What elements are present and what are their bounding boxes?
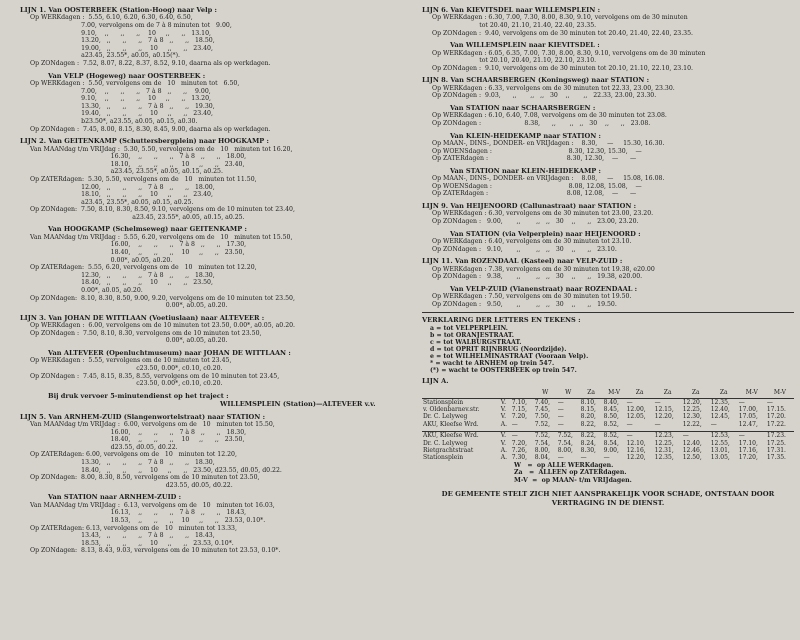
lijn-a-column-header: Za xyxy=(682,389,710,398)
timetable-row: 18.53, ,, ,, ,, 10 ,, ,, 23.53, 0.10*. xyxy=(30,539,234,547)
departure-time: 8.04, xyxy=(534,454,550,462)
departure-time: — xyxy=(603,454,610,462)
timetable-row: Op ZONdagen : 9.00, ,, ,, ,, 30 ,, ,, 23.00, 23.20. xyxy=(432,217,639,225)
departure-time: 12.30, xyxy=(682,413,702,421)
departure-time: — xyxy=(557,405,564,413)
timetable-row: Op ZONdagen : 9.10, ,, ,, ,, 30 ,, ,, 23.10. xyxy=(432,245,617,253)
legend-item: b = tot ORANJESTRAAT. xyxy=(430,331,514,339)
timetable-row: Op ZATERdagen : 8.30, 12.30, — — xyxy=(432,155,637,163)
timetable-row: 0.00*, a0.05, a0.20. xyxy=(30,337,228,345)
timetable-row: 18.10, ,, ,, ,, 10 ,, ,, 23.40, xyxy=(30,160,245,168)
lijn-a-column-header: M-V xyxy=(766,389,794,398)
timetable-row: 13.43, ,, ,, ,, 7 à 8 ,, ,, 18.43, xyxy=(30,532,215,540)
line-header: LIJN 11. Van ROZENDAAL (Kasteel) naar VELP-ZUID : xyxy=(422,257,623,266)
timetable-row: 7.00, vervolgens om de 7 à 8 minuten tot 9.00, xyxy=(30,22,232,29)
departure-time: 8.54, xyxy=(603,439,619,447)
lijn-a-column-header: Za xyxy=(654,389,682,398)
departure-time: 12.40, xyxy=(710,405,730,413)
disclaimer: DE GEMEENTE STELT ZICH NIET AANSPRAKELIJK VOOR SCHADE, ONTSTAAN DOOR VERTRAGING IN DE DIENST. xyxy=(441,490,775,507)
departure-time: 12.53, xyxy=(710,432,738,440)
lijn-a-header-blank xyxy=(511,389,534,398)
schedule-block xyxy=(422,104,794,128)
departure-time: 17.05, xyxy=(738,413,758,421)
departure-time: — xyxy=(511,432,534,440)
schedule-block xyxy=(20,413,418,490)
departure-time: — xyxy=(557,420,564,428)
timetable-row: Op WERKdagen : 6.05, 6.35, 7.00, 7.30, 8.00, 8.30, 9.10, vervolgens om de 30 minuten xyxy=(432,49,706,57)
arrival-departure: A. xyxy=(500,420,508,428)
departure-time: — xyxy=(626,398,633,406)
lijn-a-row xyxy=(422,406,794,413)
departure-time: 7.20, xyxy=(511,413,528,421)
line-header: LIJN 6. Van KIEVITSDEL naar WILLEMSPLEIN : xyxy=(422,6,601,14)
departure-time: 8.20, xyxy=(580,413,596,421)
line-header: LIJN 2. Van GEITENKAMP (Schuttersbergplein) naar HOOGKAMP : xyxy=(20,137,269,146)
arrival-departure: A. xyxy=(500,446,508,454)
timetable-row: Op WERKdagen : 5.55, vervolgens om de 10 minuten tot 23.45, xyxy=(30,357,232,365)
timetable-row: d23.55, d0.05, d0.22. xyxy=(30,481,233,489)
departure-time: — xyxy=(654,420,661,428)
schedule-block xyxy=(422,202,794,226)
legend xyxy=(422,316,794,373)
timetable-row: Op ZONdagen: 8.00, 8.30, 8.50, vervolgens om de 10 minuten tot 23.50, xyxy=(30,474,260,482)
departure-time: 8.24, xyxy=(580,439,596,447)
departure-time: 12.50, xyxy=(682,454,702,462)
right-column xyxy=(422,6,794,508)
line-header: LIJN 1. Van OOSTERBEEK (Station-Hoog) naar Velp : xyxy=(20,6,217,14)
arrival-departure: V. xyxy=(500,439,506,447)
departure-time: 12.25, xyxy=(682,405,702,413)
abbreviation: Za = ALLEEN op ZATERdagen. xyxy=(514,469,627,477)
line-header: LIJN 8. Van SCHAARSBERGEN (Koningsweg) naar STATION : xyxy=(422,76,650,85)
timetable-row: 13.30, ,, ,, ,, 7 à 8 ,, ,, 18.30, xyxy=(30,458,215,466)
timetable-row: 19.00, ,, ,, ,, 10 ,, ,, 23.40, xyxy=(30,44,213,52)
timetable-row: 13.20, ,, ,, ,, 7 à 8 ,, ,, 18.50, xyxy=(30,37,215,45)
departure-time: — xyxy=(557,398,564,406)
timetable-row: 18.40, ,, ,, ,, 10 ,, ,, 23.50, xyxy=(30,249,245,257)
departure-time: 12.23, xyxy=(654,432,682,440)
schedule-block xyxy=(20,225,418,309)
timetable-row: 18.10, ,, ,, ,, 10 ,, ,, 23.40, xyxy=(30,191,213,199)
departure-time: 12.45, xyxy=(710,413,730,421)
departure-time: 12.16, xyxy=(626,446,646,454)
timetable-row: Op WERKdagen : 5.50, vervolgens om de 10 minuten tot 6.50, xyxy=(30,79,240,87)
route-subheader: Van WILLEMSPLEIN naar KIEVITSDEL : xyxy=(450,41,600,50)
departure-time: 7.15, xyxy=(511,405,528,413)
departure-time: 8.15, xyxy=(580,405,596,413)
departure-time: 12.40, xyxy=(682,439,702,447)
lijn-a-column-header: W xyxy=(557,389,580,398)
departure-time: — xyxy=(511,420,518,428)
schedule-block xyxy=(422,257,794,281)
departure-time: 7.52, xyxy=(534,420,550,428)
timetable-row: Op ZONdagen: 8.13, 8.43, 9.03, vervolgens om de 10 minuten tot 23.53, 0.10*. xyxy=(30,547,281,555)
schedule-block xyxy=(422,76,794,100)
timetable-row: Op ZONdagen : 9.38, ,, ,, ,, 30 ,, ,, 19.38, e20.00. xyxy=(432,273,643,281)
departure-time: 8.10, xyxy=(580,398,596,406)
departure-time: 17.25. xyxy=(766,439,786,447)
departure-time: 17.10, xyxy=(738,439,758,447)
timetable-row: d23.55, d0.05, d0.22. xyxy=(30,443,178,451)
stop-name: v. Oldenbarnev.str. xyxy=(423,405,480,413)
arrival-departure: A. xyxy=(500,454,508,462)
departure-time: 8.22, xyxy=(580,420,596,428)
schedule-block xyxy=(20,392,418,409)
timetable-row: 16.00, ,, ,, ,, 7 à 8 ,, ,, 18.30, xyxy=(30,428,247,436)
service-note: Bij druk vervoer 5-minutendienst op het traject : xyxy=(48,391,229,400)
lijn-a-row xyxy=(422,398,794,406)
departure-time: — xyxy=(557,454,564,462)
route-subheader: Van ALTEVEER (Openluchtmuseum) naar JOHAN DE WITTLAAN : xyxy=(48,349,291,357)
timetable-row: Van MAANdag t/m VRIJdag : 6.00, vervolgens om de 10 minuten tot 15.50, xyxy=(30,421,275,428)
stop-name: Rietgrachtstraat xyxy=(423,446,474,454)
departure-time: 8.52, xyxy=(603,432,626,440)
departure-time: 9.00, xyxy=(603,446,619,454)
stop-name: Stationsplein xyxy=(423,454,464,462)
departure-time: 7.26, xyxy=(511,446,528,454)
timetable-row: 18.40, ,, ,, ,, 10 ,, ,, 23.50, xyxy=(30,279,213,287)
stop-name: Dr. C. Lelyweg xyxy=(423,413,468,421)
schedule-block xyxy=(20,493,418,555)
timetable-row: Op ZONdagen : 9.40, vervolgens om de 30 minuten tot 20.40, 21.40, 22.40, 23.35. xyxy=(432,29,693,37)
departure-time: 17.00, xyxy=(738,405,758,413)
legend-title: VERKLARING DER LETTERS EN TEKENS : xyxy=(422,316,581,325)
departure-time: — xyxy=(766,398,773,406)
departure-time: 7.54, xyxy=(534,439,550,447)
route-subheader: Van STATION naar KLEIN-HEIDEKAMP : xyxy=(450,166,601,175)
timetable-row: Op WERKdagen : 7.50, vervolgens om de 30 minuten tot 19.50. xyxy=(432,293,632,301)
lijn-a-column-header: Za xyxy=(626,389,654,398)
departure-time: 12.20, xyxy=(654,413,674,421)
departure-time: — xyxy=(580,454,587,462)
lijn-a-column-header: Za xyxy=(710,389,738,398)
stop-name: AKU, Kleefse Wrd. xyxy=(422,432,500,440)
departure-time: 12.22, xyxy=(682,420,702,428)
route-subheader: Van STATION naar SCHAARSBERGEN : xyxy=(450,103,596,112)
lijn-a-row xyxy=(422,447,794,454)
timetable-row: Op WERKdagen : 6.33, vervolgens om de 30 minuten tot 22.33, 23.00, 23.30. xyxy=(432,84,675,92)
timetable-row: 9.10, ,, ,, ,, 10 ,, ,, 13.20, xyxy=(30,95,211,103)
timetable-row: 9.10, ,, ,, ,, 10 ,, ,, 13.10, xyxy=(30,29,211,37)
departure-time: — xyxy=(626,420,633,428)
timetable-row: a23.45, 23.55*, a0.05, a0.15, a0.25. xyxy=(30,198,194,206)
timetable-row: Op ZONdagen : 9.03, ,, ,, ,, 30 ,, ,, 22.33, 23.00, 23.30. xyxy=(432,92,657,100)
lijn-a-header-row xyxy=(422,389,794,398)
timetable-row: Van MAANdag t/m VRIJdag : 5.30, 5.50, vervolgens om de 10 minuten tot 16.20, xyxy=(30,145,293,153)
timetable-row: Op WERKdagen : 5.55, 6.10, 6.20, 6.30, 6.40, 6.50, xyxy=(30,14,193,22)
departure-time: 12.55, xyxy=(710,439,730,447)
timetable-row: Op ZATERdagen: 5.55, 6.20, vervolgens om de 10 minuten tot 12.20, xyxy=(30,264,257,272)
lijn-a-abbreviations xyxy=(422,462,794,484)
departure-time: — xyxy=(710,420,717,428)
departure-time: 7.54, xyxy=(557,439,573,447)
departure-time: 12.15, xyxy=(654,405,674,413)
arrival-departure: V. xyxy=(500,405,506,413)
timetable-row: Van MAANdag t/m VRIJdag : 6.13, vervolgens om de 10 minuten tot 16.03, xyxy=(30,501,275,509)
timetable-row: Op ZONdagen: 8.10, 8.30, 8.50, 9.00, 9.20, vervolgens om de 10 minuten tot 23.50, xyxy=(30,294,295,302)
departure-time: 12.20, xyxy=(682,398,702,406)
timetable-row: 16.13, ,, ,, ,, 7 à 8 ,, ,, 18.43, xyxy=(30,509,247,517)
timetable-row: Op WOENSdagen : 8.08, 12.08, 15.08, — xyxy=(432,182,642,190)
departure-time: — xyxy=(557,413,564,421)
arrival-departure: V. xyxy=(500,398,506,406)
line-header: LIJN 5. Van ARNHEM-ZUID (Slangenwortelstraat) naar STATION : xyxy=(20,412,266,421)
departure-time: 8.30, xyxy=(580,446,596,454)
timetable-row: 0.00*, a0.05, a0.20. xyxy=(30,302,228,310)
departure-time: 7.52, xyxy=(534,432,557,440)
departure-time: 8.00, xyxy=(534,446,550,454)
stop-name: AKU, Kleefse Wrd. xyxy=(423,420,479,428)
timetable-row: 0.00*, a0.05, a0.20. xyxy=(30,287,143,295)
timetable-row: tot 20.10, 20.40, 21.10, 22.10, 23.10. xyxy=(432,57,597,65)
arrival-departure: V. xyxy=(500,432,511,440)
timetable-row: Op WERKdagen : 6.30, vervolgens om de 30 minuten tot 23.00, 23.20. xyxy=(432,210,654,218)
departure-time: 12.46, xyxy=(682,446,702,454)
legend-item: * = wacht te ARNHEM op trein 547. xyxy=(430,359,555,367)
schedule-block xyxy=(20,349,418,388)
schedule-block xyxy=(20,72,418,134)
stop-name: Stationsplein xyxy=(423,398,464,406)
timetable-row: b23.50*, a23.55, a0.05, a0.15, a0.30. xyxy=(30,117,198,125)
route-subheader: Van STATION naar ARNHEM-ZUID : xyxy=(48,493,182,502)
departure-time: 12.31, xyxy=(654,446,674,454)
timetable-row: 18.40, ,, ,, ,, 10 ,, ,, 23.50, xyxy=(30,436,245,444)
departure-time: 7.10, xyxy=(511,398,528,406)
timetable-row: c23.50, 0.00*, c0.10, c0.20. xyxy=(30,380,223,388)
departure-time: 8.40, xyxy=(603,398,619,406)
service-note-route: WILLEMSPLEIN (Station)—ALTEVEER v.v. xyxy=(220,400,376,409)
lijn-a-row xyxy=(422,440,794,447)
timetable-row: Op ZATERdagen: 6.13, vervolgens om de 10 minuten tot 13.33, xyxy=(30,524,237,532)
timetable-row: Op ZATERdagen : 8.08, 12.08, — — xyxy=(432,190,637,198)
timetable-row: Op WERKdagen : 6.40, vervolgens om de 30 minuten tot 23.10. xyxy=(432,237,632,245)
right-blocks xyxy=(422,6,794,308)
schedule-block xyxy=(20,137,418,221)
lijn-a-row xyxy=(422,413,794,420)
timetable-row: Op ZONdagen : 9.50, ,, ,, ,, 30 ,, ,, 19.50. xyxy=(432,300,617,308)
legend-items xyxy=(422,325,794,374)
lijn-a-row xyxy=(422,421,794,428)
timetable-row: 18.53, ,, ,, ,, 10 ,, ,, 23.53, 0.10*. xyxy=(30,516,266,524)
timetable-row: Op ZONdagen : 8.38, ,, ,, ,, 30 ,, ,, 23.08. xyxy=(432,119,651,127)
timetable-row: a23.45, 23.55*, a0.05, a0.15, a0.25. xyxy=(30,213,245,221)
route-subheader: Van VELP (Hogeweg) naar OOSTERBEEK : xyxy=(48,71,206,80)
departure-time: 8.45, xyxy=(603,405,619,413)
timetable-row: Van MAANdag t/m VRIJdag : 5.55, 6.20, vervolgens om de 10 minuten tot 15.50, xyxy=(30,233,293,241)
departure-time: 7.45, xyxy=(534,405,550,413)
departure-time: 17.15. xyxy=(766,405,786,413)
departure-time: — xyxy=(738,398,745,406)
departure-time: 7.40, xyxy=(534,398,550,406)
timetable-row: 0.00*, a0.05, a0.20. xyxy=(30,256,173,264)
timetable-row: Op MAAN-, DINS-, DONDER- en VRIJdagen : 8.08, — 15.08, 16.08. xyxy=(432,175,665,183)
departure-time: 17.31. xyxy=(766,446,786,454)
timetable-row: 12.00, ,, ,, ,, 7 à 8 ,, ,, 18.00, xyxy=(30,183,215,191)
departure-time: 7.20, xyxy=(511,439,528,447)
timetable-row: Op ZATERdagen: 5.30, 5.50, vervolgens om de 10 minuten tot 11.50, xyxy=(30,175,257,183)
departure-time: 13.05, xyxy=(710,454,730,462)
timetable-row: tot 20.40, 21.10, 21.40, 22.40, 23.35. xyxy=(432,22,597,29)
departure-time: 12.00, xyxy=(626,405,646,413)
departure-time: 13.01, xyxy=(710,446,730,454)
departure-time: 12.25, xyxy=(654,439,674,447)
timetable-row: 7.00, ,, ,, ,, 7 à 8 ,, ,, 9.00, xyxy=(30,87,211,95)
lijn-a-header-blank xyxy=(422,389,500,398)
departure-time: 12.05, xyxy=(626,413,646,421)
schedule-block xyxy=(422,6,794,37)
lijn-a-header-blank xyxy=(500,389,511,398)
divider xyxy=(422,312,794,313)
lijn-a-column-header: M-V xyxy=(603,389,626,398)
departure-time: — xyxy=(738,432,766,440)
departure-time: 17.22. xyxy=(766,420,786,428)
schedule-block xyxy=(422,41,794,72)
timetable-row: Op ZONdagen : 7.45, 8.00, 8.15, 8.30, 8.45, 9.00, daarna als op werkdagen. xyxy=(30,125,271,133)
timetable-row: Op WOENSdagen : 8.30, 12.30, 15.30, — xyxy=(432,147,642,155)
timetable-row: Op ZATERdagen: 6.00, vervolgens om de 10 minuten tot 12.20, xyxy=(30,451,237,459)
timetable-row: 13.30, ,, ,, ,, 7 à 8 ,, ,, 19.30, xyxy=(30,102,215,110)
schedule-block xyxy=(422,167,794,198)
departure-time: 7.50, xyxy=(534,413,550,421)
route-subheader: Van STATION (via Velperplein) naar HEIJENOORD : xyxy=(450,229,641,238)
schedule-block xyxy=(422,230,794,254)
lijn-a-title: LIJN A. xyxy=(422,376,449,385)
schedule-block xyxy=(422,132,794,163)
timetable-row: Op ZONdagen : 7.52, 8.07, 8.22, 8.37, 8.52, 9.10, daarna als op werkdagen. xyxy=(30,59,271,67)
departure-time: 8.52, xyxy=(603,420,619,428)
lijn-a-column-header: W xyxy=(534,389,557,398)
lijn-a-column-header: Za xyxy=(580,389,603,398)
route-subheader: Van VELP-ZUID (Vianenstraat) naar ROZENDAAL : xyxy=(450,284,638,293)
departure-time: — xyxy=(654,398,661,406)
departure-time: 12.10, xyxy=(626,439,646,447)
departure-time: — xyxy=(626,432,654,440)
departure-time: 17.16, xyxy=(738,446,758,454)
timetable-row: c23.50, 0.00*, c0.10, c0.20. xyxy=(30,365,223,372)
departure-time: 7.30, xyxy=(511,454,528,462)
timetable-row: 16.00, ,, ,, ,, 7 à 8 ,, ,, 17.30, xyxy=(30,241,247,249)
departure-time: — xyxy=(682,432,710,440)
timetable-row: a23.45, 23.55*, a0.05, a0.15(*). xyxy=(30,52,180,60)
lijn-a-row xyxy=(422,432,794,440)
departure-time: 12.35, xyxy=(654,454,674,462)
schedule-block xyxy=(422,285,794,309)
departure-time: 17.20, xyxy=(738,454,758,462)
timetable-row: Op ZONdagen: 7.50, 8.10, 8.30, 8.50, 9.10, vervolgens om de 10 minuten tot 23.40, xyxy=(30,206,295,214)
legend-item: d = tot OPRIT RIJNBRUG (Noordzijde). xyxy=(430,345,567,353)
departure-time: 12.20, xyxy=(626,454,646,462)
legend-item: a = tot VELPERPLEIN. xyxy=(430,324,508,332)
departure-time: 17.23. xyxy=(766,432,794,440)
abbreviation: M-V = op MAAN- t/m VRIJdagen. xyxy=(514,476,632,484)
schedule-block xyxy=(20,6,418,68)
departure-time: 17.35. xyxy=(766,454,786,462)
timetable-row: Op MAAN-, DINS-, DONDER- en VRIJdagen : 8.30, — 15.30, 16.30. xyxy=(432,139,665,147)
timetable-row: Op WERKdagen : 6.30, 7.00, 7.30, 8.00, 8.30, 9.10, vervolgens om de 30 minuten xyxy=(432,14,688,22)
departure-time: 8.00, xyxy=(557,446,573,454)
departure-time: 8.22, xyxy=(580,432,603,440)
legend-item: c = tot WALBURGSTRAAT. xyxy=(430,338,522,346)
abbreviation: W = op ALLE WERKdagen. xyxy=(514,461,614,469)
line-header: LIJN 3. Van JOHAN DE WITTLAAN (Voetiuslaan) naar ALTEVEER : xyxy=(20,313,265,322)
arrival-departure: V. xyxy=(500,413,506,421)
lijn-a-row xyxy=(422,454,794,461)
lijn-a-column-header: M-V xyxy=(738,389,766,398)
line-header: LIJN 9. Van HEIJENOORD (Callunastraat) naar STATION : xyxy=(422,201,637,210)
timetable-row: Op WERKdagen : 6.00, vervolgens om de 10 minuten tot 23.50, 0.00*, a0.05, a0.20. xyxy=(30,322,296,330)
timetable-row: 18.40, ,, ,, ,, 10 ,, ,, 23.50, d23.55, d0.05, d0.22. xyxy=(30,466,282,474)
departure-time: 17.20. xyxy=(766,413,786,421)
legend-item: e = tot WILHELMINASTRAAT (Vooraan Velp). xyxy=(430,352,589,360)
timetable-row: 16.30, ,, ,, ,, 7 à 8 ,, ,, 18.00, xyxy=(30,153,247,161)
timetable-row: Op WERKdagen : 7.38, vervolgens om de 30 minuten tot 19.38, e20.00 xyxy=(432,265,655,273)
route-subheader: Van HOOGKAMP (Schelmseweg) naar GEITENKAMP : xyxy=(48,225,247,234)
stop-name: Dr. C. Lelyweg xyxy=(423,439,468,447)
timetable-row: Op ZONdagen : 7.45, 8.15, 8.35, 8.55, vervolgens om de 10 minuten tot 23.45, xyxy=(30,372,280,380)
timetable-row: 19.40, ,, ,, ,, 10 ,, ,, 23.40, xyxy=(30,110,213,118)
route-subheader: Van KLEIN-HEIDEKAMP naar STATION : xyxy=(450,131,601,140)
timetable-row: a23.45, 23.55*, a0.05, a0.15, a0.25. xyxy=(30,168,223,176)
legend-item: (*) = wacht te OOSTERBEEK op trein 547. xyxy=(430,366,577,374)
timetable-row: Op WERKdagen : 6.10, 6.40, 7.08, vervolgens om de 30 minuten tot 23.08. xyxy=(432,112,667,120)
departure-time: 7.52, xyxy=(557,432,580,440)
timetable-row: 12.30, ,, ,, ,, 7 à 8 ,, ,, 18.30, xyxy=(30,271,215,279)
timetable-row: Op ZONdagen : 9.10, vervolgens om de 30 minuten tot 20.10, 21.10, 22.10, 23.10. xyxy=(432,64,693,72)
departure-time: 12.47, xyxy=(738,420,758,428)
lijn-a-table xyxy=(422,389,794,462)
departure-time: 8.50, xyxy=(603,413,619,421)
departure-time: 12.35, xyxy=(710,398,730,406)
left-column xyxy=(20,6,418,559)
schedule-block xyxy=(20,314,418,345)
timetable-row: Op ZONdagen : 7.50, 8.10, 8.30, vervolgens om de 10 minuten tot 23.50, xyxy=(30,329,262,337)
